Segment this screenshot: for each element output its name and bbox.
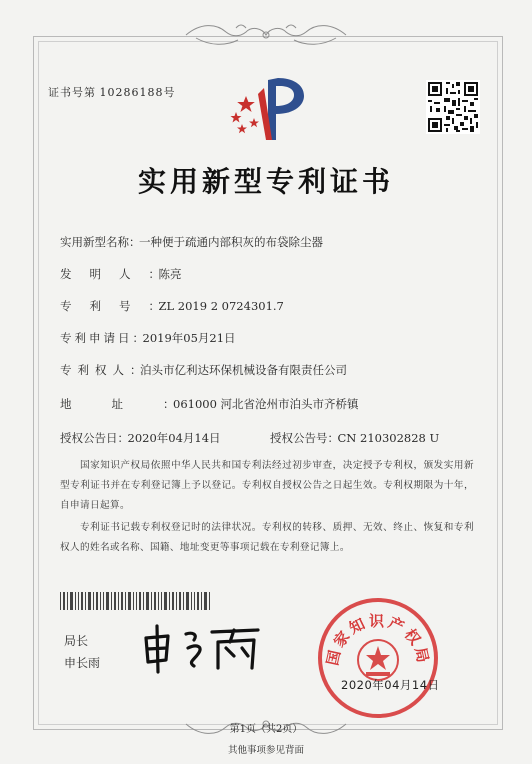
field-label: 授权公告号 [270,431,328,445]
paragraph-legal-status: 专利证书记载专利权登记时的法律状况。专利权的转移、质押、无效、终止、恢复和专利权人的姓名或名称、国籍、地址变更等事项记载在专利登记簿上。 [60,522,474,553]
field-label: 专利权人 [60,363,130,377]
field-filing-date [60,330,236,346]
field-address [60,396,359,412]
field-value: 泊头市亿利达环保机械设备有限责任公司 [140,363,347,377]
footer-note: 其他事项参见背面 [227,745,304,756]
field-inventor [60,266,182,282]
director-signature [138,620,268,676]
colon: ： [132,331,144,345]
director-name: 申长雨 [64,656,101,670]
field-value: 061000 河北省沧州市泊头市齐桥镇 [173,397,359,411]
colon: ： [163,397,175,411]
paragraph-grant-statement: 国家知识产权局依照中华人民共和国专利法经过初步审查，决定授予专利权，颁发实用新型专利证书并在专利登记簿上予以登记。专利权自授权公告之日起生效。专利权期限为十年，自申请日起算。 [60,460,474,511]
field-value: ZL 2019 2 0724301.7 [158,299,284,313]
field-patent-number [60,298,284,314]
seal-text: 国家知识产权局 [323,612,433,668]
colon: ： [148,267,160,281]
field-value: 2020年04月14日 [127,431,221,445]
field-value: CN 210302828 U [337,431,440,445]
field-grant-number [270,430,439,446]
field-label: 专利申请日 [60,331,133,345]
certificate-number-value: 10286188号 [99,86,176,99]
field-patentee [60,362,347,378]
official-seal-icon [316,596,440,720]
field-utility-model-name [60,234,323,250]
field-label: 专利号 [60,299,149,313]
certificate-title: 实用新型专利证书 [137,165,394,198]
field-grant-date [60,430,221,446]
cnipa-logo-icon [226,74,306,146]
colon: ： [117,431,129,445]
colon: ： [129,235,141,249]
field-value: 一种便于疏通内部积灰的布袋除尘器 [139,235,323,249]
certificate-number-label: 证书号第 [48,86,96,99]
colon: ： [327,431,339,445]
field-label: 授权公告日 [60,431,118,445]
field-label: 发明人 [60,267,149,281]
page-number: 第1页（共2页） [229,724,303,735]
barcode-icon [60,592,210,610]
field-label: 地址 [60,397,163,411]
director-title: 局长 [64,634,89,648]
colon: ： [148,299,160,313]
certificate-number [48,84,176,100]
seal-date: 2020年04月14日 [341,678,440,692]
field-label: 实用新型名称 [60,235,129,249]
qr-code-icon [426,80,480,134]
field-value: 陈亮 [158,267,182,281]
colon: ： [130,363,142,377]
field-value: 2019年05月21日 [142,331,236,345]
